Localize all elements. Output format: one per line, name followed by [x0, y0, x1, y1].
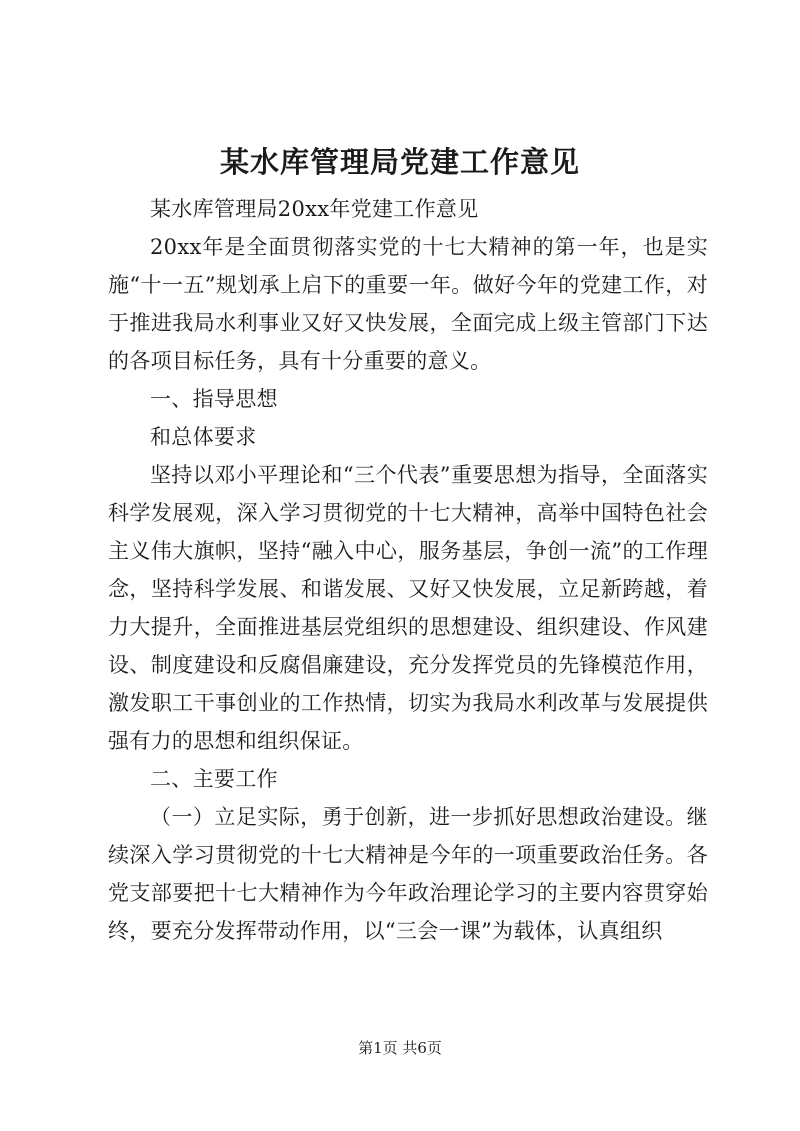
intro-paragraph: 20xx年是全面贯彻落实党的十七大精神的第一年，也是实施“十一五”规划承上启下的重要一年。做好今年的党建工作，对于推进我局水利事业又好又快发展，全面完成上级主管部门下达的各项目标任务，具有十分重要的意义。 [108, 235, 708, 373]
document-title: 某水库管理局党建工作意见 [219, 145, 580, 179]
page-number: 第1页 共6页 [358, 1039, 442, 1057]
subtitle-paragraph: 某水库管理局20xx年党建工作意见 [150, 197, 479, 221]
section-heading-guiding-thought: 一、指导思想 [150, 387, 278, 411]
main-work-paragraph-1: （一）立足实际，勇于创新，进一步抓好思想政治建设。继续深入学习贯彻党的十七大精神是今年的一项重要政治任务。各党支部要把十七大精神作为今年政治理论学习的主要内容贯穿始终，要充分发挥带动作用，以“三会一课”为载体，认真组织 [108, 805, 708, 943]
guiding-thought-paragraph: 坚持以邓小平理论和“三个代表”重要思想为指导，全面落实科学发展观，深入学习贯彻党的十七大精神，高举中国特色社会主义伟大旗帜，坚持“融入中心，服务基层，争创一流”的工作理念，坚持科学发展、和谐发展、又好又快发展，立足新跨越，着力大提升，全面推进基层党组织的思想建设、组织建设、作风建设、制度建设和反腐倡廉建设，充分发挥党员的先锋模范作用，激发职工干事创业的工作热情，切实为我局水利改革与发展提供强有力的思想和组织保证。 [108, 463, 708, 753]
document-body [108, 190, 708, 950]
section-heading-main-work: 二、主要工作 [150, 767, 278, 791]
section-heading-general-requirements: 和总体要求 [150, 425, 257, 449]
